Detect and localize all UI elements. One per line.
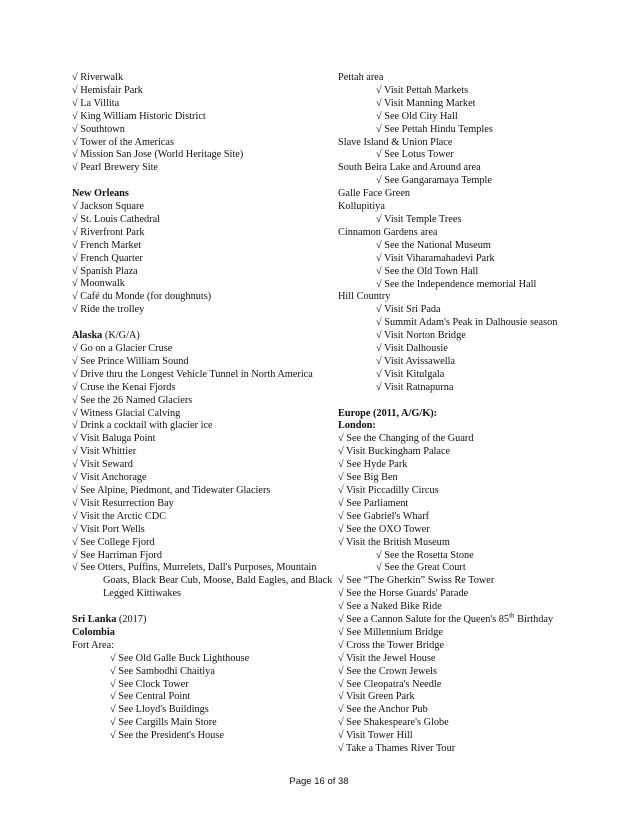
list-item: √ See Pettah Hindu Temples <box>376 123 493 135</box>
list-item: √ See the Horse Guards' Parade <box>338 588 469 600</box>
slave-island-label: Slave Island & Union Place <box>338 136 453 148</box>
slave-island-list <box>338 149 578 162</box>
list-item: √ Cross the Tower Bridge <box>338 639 444 651</box>
list-item: √ Visit Temple Trees <box>376 213 462 225</box>
list-item: √ See “The Gherkin” Swiss Re Tower <box>338 575 495 587</box>
list-item: √ See the Independence memorial Hall <box>376 278 537 290</box>
list-item: √ Visit Green Park <box>338 691 415 703</box>
kollupitiya-list <box>338 214 578 227</box>
list-item: √ Visit the British Museum <box>338 536 450 548</box>
list-item: √ Ride the trolley <box>72 304 145 316</box>
list-item: √ Drive thru the Longest Vehicle Tunnel in North America <box>72 368 313 380</box>
list-item: √ Pearl Brewery Site <box>72 162 159 174</box>
london-list-a <box>338 433 578 549</box>
list-item: √ See the Rosetta Stone <box>376 549 474 561</box>
list-item: √ Visit Sri Pada <box>376 304 441 316</box>
list-item: √ See a Naked Bike Ride <box>338 601 442 613</box>
list-item: √ See Lloyd's Buildings <box>110 704 209 716</box>
list-item: √ See Old City Hall <box>376 110 458 122</box>
list-item: √ See the Anchor Pub <box>338 704 428 716</box>
list-item: √ Drink a cocktail with glacier ice <box>72 420 213 432</box>
list-item: √ Visit Buckingham Palace <box>338 446 451 458</box>
list-item: √ See Alpine, Piedmont, and Tidewater Glaciers <box>72 484 271 496</box>
alaska-heading: Alaska <box>72 330 103 342</box>
list-item: √ Go on a Glacier Cruse <box>72 343 173 354</box>
list-item: √ French Quarter <box>72 252 143 264</box>
list-item: √ Cruse the Kenai Fjords <box>72 381 176 393</box>
list-item: √ King William Historic District <box>72 110 206 122</box>
left-column <box>72 72 334 743</box>
list-item: √ Visit Resurrection Bay <box>72 497 174 509</box>
list-item: √ See Hyde Park <box>338 459 408 471</box>
list-item: √ Visit the Arctic CDC <box>72 510 167 522</box>
list-item: √ La Villita <box>72 97 120 109</box>
list-item: √ Visit Baluga Point <box>72 433 156 445</box>
list-item: √ Visit Manning Market <box>376 97 476 109</box>
list-item: √ See Shakespeare's Globe <box>338 717 449 729</box>
list-item: √ Take a Thames River Tour <box>338 743 456 755</box>
list-item: √ Jackson Square <box>72 201 144 213</box>
list-item: √ Visit Port Wells <box>72 523 145 535</box>
kollupitiya-label: Kollupitiya <box>338 201 385 213</box>
list-item: √ See College Fjord <box>72 536 155 548</box>
page-number: Page 16 of 38 <box>289 776 349 787</box>
london-list-c <box>338 627 578 756</box>
list-item: √ See Big Ben <box>338 472 398 484</box>
alaska-list <box>72 343 334 601</box>
list-item: √ Riverwalk <box>72 72 124 83</box>
london-list-b <box>338 575 578 614</box>
list-item: √ See Harriman Fjord <box>72 549 163 561</box>
list-item: √ See the Old Town Hall <box>376 265 479 277</box>
pettah-list <box>338 85 578 137</box>
list-item: √ Tower of the Americas <box>72 136 174 148</box>
list-item: √ See the Great Court <box>376 562 466 574</box>
list-item: √ Spanish Plaza <box>72 265 138 277</box>
list-item: √ Visit Piccadilly Circus <box>338 484 439 496</box>
list-item: √ Visit Whittier <box>72 446 137 458</box>
list-item: √ See Gangaramaya Temple <box>376 175 492 187</box>
colombia-heading: Colombia <box>72 626 115 638</box>
galle-face-label: Galle Face Green <box>338 188 411 200</box>
list-item: √ St. Louis Cathedral <box>72 213 161 225</box>
london-heading: London: <box>338 420 376 432</box>
list-item: √ See Lotus Tower <box>376 149 454 161</box>
list-item: √ See Sambodhi Chaitiya <box>110 665 215 677</box>
list-item: √ Visit Dalhousie <box>376 343 448 355</box>
sri-lanka-year: (2017) <box>116 614 147 626</box>
pettah-label: Pettah area <box>338 72 384 83</box>
south-beira-list <box>338 175 578 188</box>
south-beira-label: South Beira Lake and Around area <box>338 162 481 174</box>
list-item: √ See Central Point <box>110 691 191 703</box>
list-item: √ See the National Museum <box>376 239 491 251</box>
list-item: √ Southtown <box>72 123 125 135</box>
list-item: √ Visit Tower Hill <box>338 730 413 742</box>
list-item: √ Visit Avissawella <box>376 355 456 367</box>
list-item: √ See the President's House <box>110 730 224 742</box>
list-item: √ French Market <box>72 239 142 251</box>
list-item: √ Witness Glacial Calving <box>72 407 181 419</box>
new-orleans-list <box>72 201 334 317</box>
british-museum-list <box>338 550 578 576</box>
list-item: √ See Old Galle Buck Lighthouse <box>110 652 250 664</box>
list-item: √ See the Crown Jewels <box>338 665 437 677</box>
hill-country-label: Hill Country <box>338 291 391 303</box>
list-item: √ Visit Anchorage <box>72 472 147 484</box>
list-item: √ Moonwalk <box>72 278 125 290</box>
list-item: √ See Parliament <box>338 497 409 509</box>
list-item: √ Visit the Jewel House <box>338 652 436 664</box>
new-orleans-heading: New Orleans <box>72 188 129 200</box>
list-item: √ Café du Monde (for doughnuts) <box>72 291 212 303</box>
right-column <box>338 72 578 756</box>
list-item: √ Visit Kitulgala <box>376 368 445 380</box>
fort-area-label: Fort Area: <box>72 639 115 651</box>
alaska-heading-suffix: (K/G/A) <box>102 330 140 342</box>
list-item: √ Mission San Jose (World Heritage Site) <box>72 149 244 161</box>
list-item: √ Hemisfair Park <box>72 84 143 96</box>
list-item: √ See Prince William Sound <box>72 355 189 367</box>
hill-country-list <box>338 304 578 394</box>
list-item: √ See Otters, Puffins, Murrelets, Dall's Purposes, Mountain Goats, Black Bear Cub, Moose, Bald Eagles, and Black Legged Kittiwakes <box>72 562 333 600</box>
sri-lanka-heading: Sri Lanka <box>72 614 117 626</box>
cinnamon-gardens-label: Cinnamon Gardens area <box>338 226 438 238</box>
list-item: √ Visit Norton Bridge <box>376 330 466 342</box>
list-item: √ See the Changing of the Guard <box>338 433 474 445</box>
list-item: √ Visit Pettah Markets <box>376 84 469 96</box>
list-item: √ Summit Adam's Peak in Dalhousie season <box>376 317 558 329</box>
list-item: √ Visit Ratnapurna <box>376 381 454 393</box>
list-item: √ Visit Viharamahadevi Park <box>376 252 495 264</box>
list-item: √ See the 26 Named Glaciers <box>72 394 193 406</box>
list-item: √ Visit Seward <box>72 459 133 471</box>
san-antonio-list <box>72 72 334 175</box>
fort-area-list <box>72 653 334 743</box>
list-item: √ See Gabriel's Wharf <box>338 510 430 522</box>
europe-heading: Europe (2011, A/G/K): <box>338 407 438 419</box>
list-item: √ See Cleopatra's Needle <box>338 678 442 690</box>
cinnamon-gardens-list <box>338 240 578 292</box>
list-item: √ Riverfront Park <box>72 226 145 238</box>
list-item: √ See Millennium Bridge <box>338 626 443 638</box>
list-item: √ See the OXO Tower <box>338 523 430 535</box>
list-item: √ See Cargills Main Store <box>110 717 217 729</box>
cannon-salute-item: √ See a Cannon Salute for the Queen's 85th Birthday <box>338 611 554 626</box>
list-item: √ See Clock Tower <box>110 678 189 690</box>
